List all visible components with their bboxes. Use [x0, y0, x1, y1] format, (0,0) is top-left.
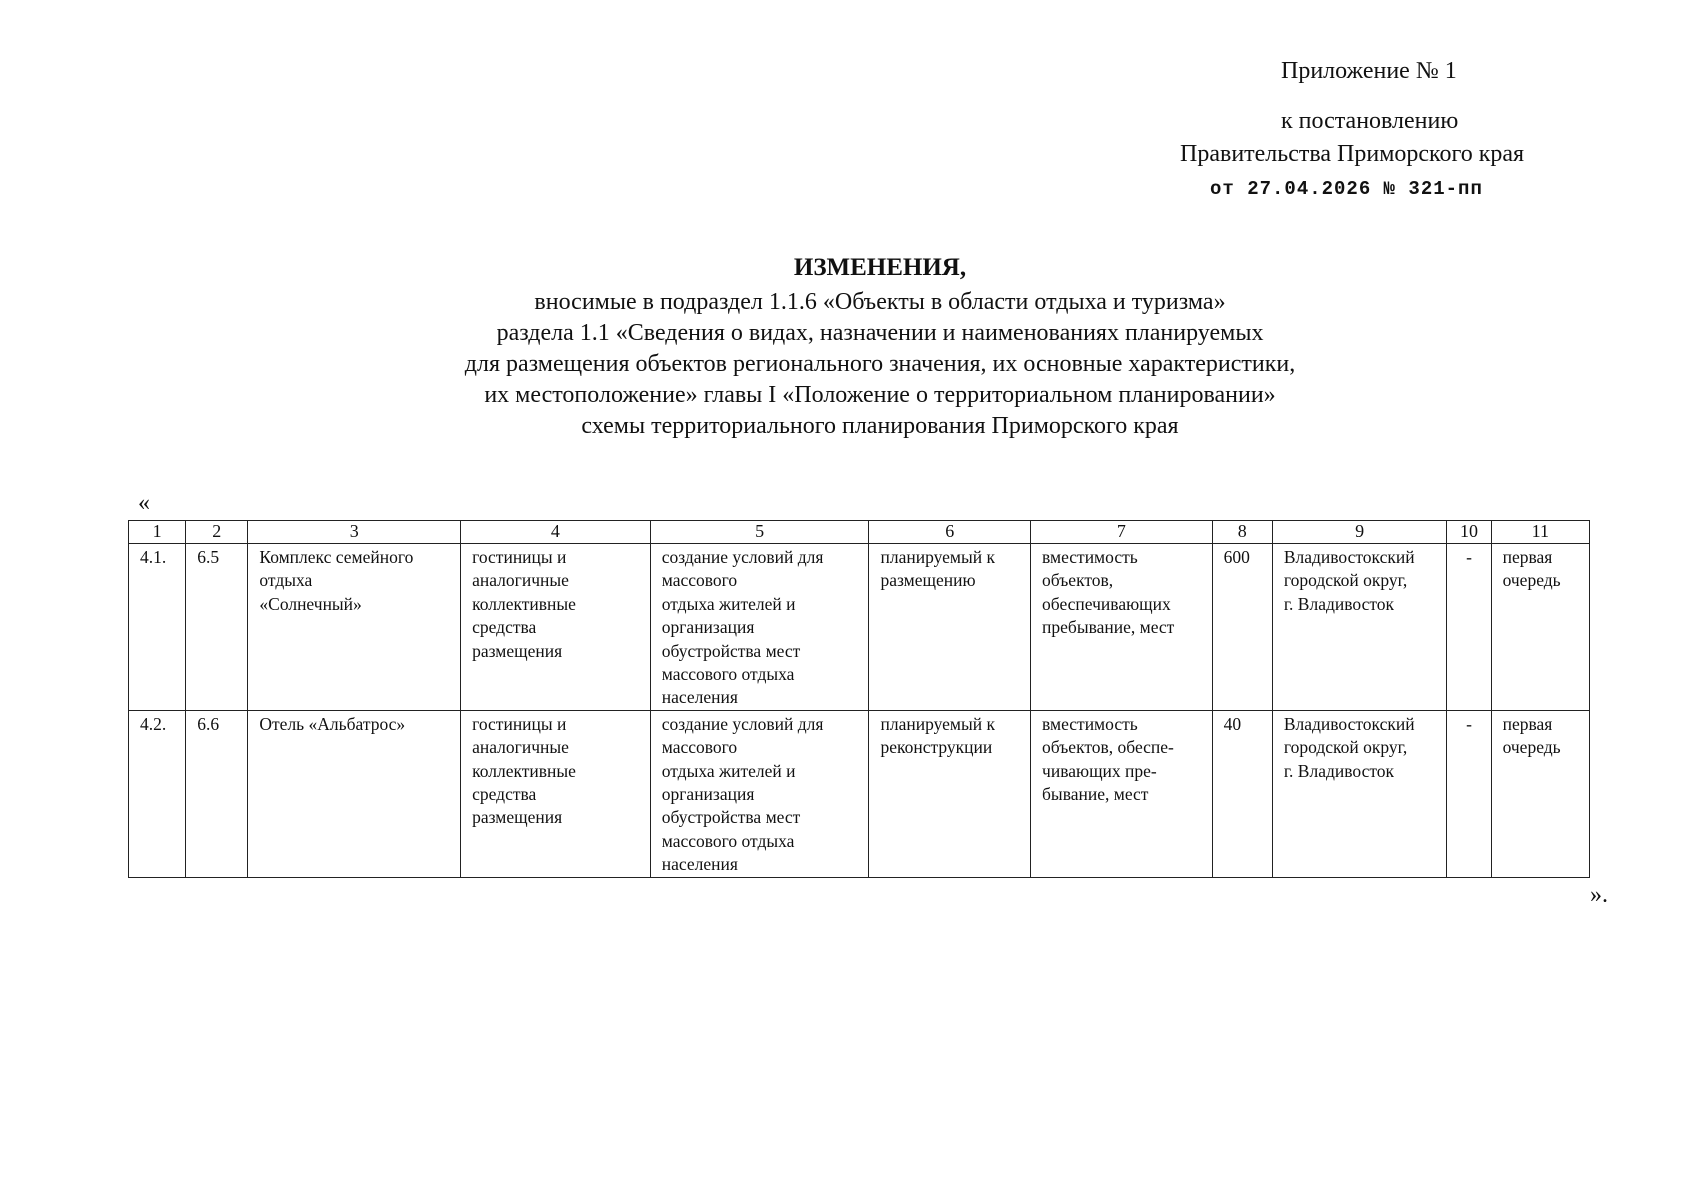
location-cell: Владивостокский городской округ, г. Владивосток [1272, 710, 1447, 877]
column-number: 1 [129, 521, 186, 544]
object-type-cell: гостиницы и аналогичные коллективные средства размещения [461, 710, 651, 877]
heading-subtitle [220, 287, 1540, 442]
column-number: 3 [248, 521, 461, 544]
characteristic-cell: вместимость объектов, обеспечивающих пребывание, мест [1031, 544, 1213, 711]
column-number: 2 [186, 521, 248, 544]
heading-subtitle-line: раздела 1.1 «Сведения о видах, назначении и наименованиях планируемых [496, 320, 1264, 346]
column-number: 11 [1491, 521, 1589, 544]
document-heading [220, 253, 1540, 442]
appendix-line-government: Правительства Приморского края [1180, 141, 1525, 167]
column-number: 10 [1447, 521, 1491, 544]
purpose-cell: создание условий для массового отдыха жителей и организация обустройства мест массового отдыха населения [650, 710, 869, 877]
heading-subtitle-line: их местоположение» главы I «Положение о территориальном планировании» [484, 382, 1276, 408]
amendments-table [128, 520, 1590, 878]
column-number: 4 [461, 521, 651, 544]
value-cell: 40 [1212, 710, 1272, 877]
appendix-title: Приложение № 1 [1281, 58, 1457, 84]
subsection-number-cell: 6.6 [186, 710, 248, 877]
status-cell: планируемый к реконструкции [869, 710, 1031, 877]
object-name-cell: Комплекс семейного отдыха «Солнечный» [248, 544, 461, 711]
object-name-cell: Отель «Альбатрос» [248, 710, 461, 877]
heading-subtitle-line: вносимые в подраздел 1.1.6 «Объекты в области отдыха и туризма» [534, 289, 1226, 315]
column-number: 6 [869, 521, 1031, 544]
opening-quote: « [138, 490, 150, 516]
purpose-cell: создание условий для массового отдыха жителей и организация обустройства мест массового отдыха населения [650, 544, 869, 711]
characteristic-cell: вместимость объектов, обеспе- чивающих пре- бывание, мест [1031, 710, 1213, 877]
heading-subtitle-line: схемы территориального планирования Приморского края [581, 413, 1179, 439]
row-number-cell: 4.1. [129, 544, 186, 711]
table-header-row [129, 521, 1590, 544]
column-number: 9 [1272, 521, 1447, 544]
zone-cell: - [1447, 710, 1491, 877]
heading-title: ИЗМЕНЕНИЯ, [793, 254, 967, 281]
heading-subtitle-line: для размещения объектов регионального значения, их основные характеристики, [464, 351, 1296, 377]
appendix-line-date-number: от 27.04.2026 № 321-пп [1210, 178, 1483, 200]
table-row [129, 710, 1590, 877]
column-number: 7 [1031, 521, 1213, 544]
location-cell: Владивостокский городской округ, г. Владивосток [1272, 544, 1447, 711]
status-cell: планируемый к размещению [869, 544, 1031, 711]
column-number: 5 [650, 521, 869, 544]
subsection-number-cell: 6.5 [186, 544, 248, 711]
zone-cell: - [1447, 544, 1491, 711]
value-cell: 600 [1212, 544, 1272, 711]
table-row [129, 544, 1590, 711]
stage-cell: первая очередь [1491, 544, 1589, 711]
appendix-line-resolution: к постановлению [1281, 108, 1459, 134]
column-number: 8 [1212, 521, 1272, 544]
stage-cell: первая очередь [1491, 710, 1589, 877]
appendix-block [1180, 58, 1525, 200]
row-number-cell: 4.2. [129, 710, 186, 877]
object-type-cell: гостиницы и аналогичные коллективные средства размещения [461, 544, 651, 711]
closing-quote: ». [1590, 882, 1608, 908]
